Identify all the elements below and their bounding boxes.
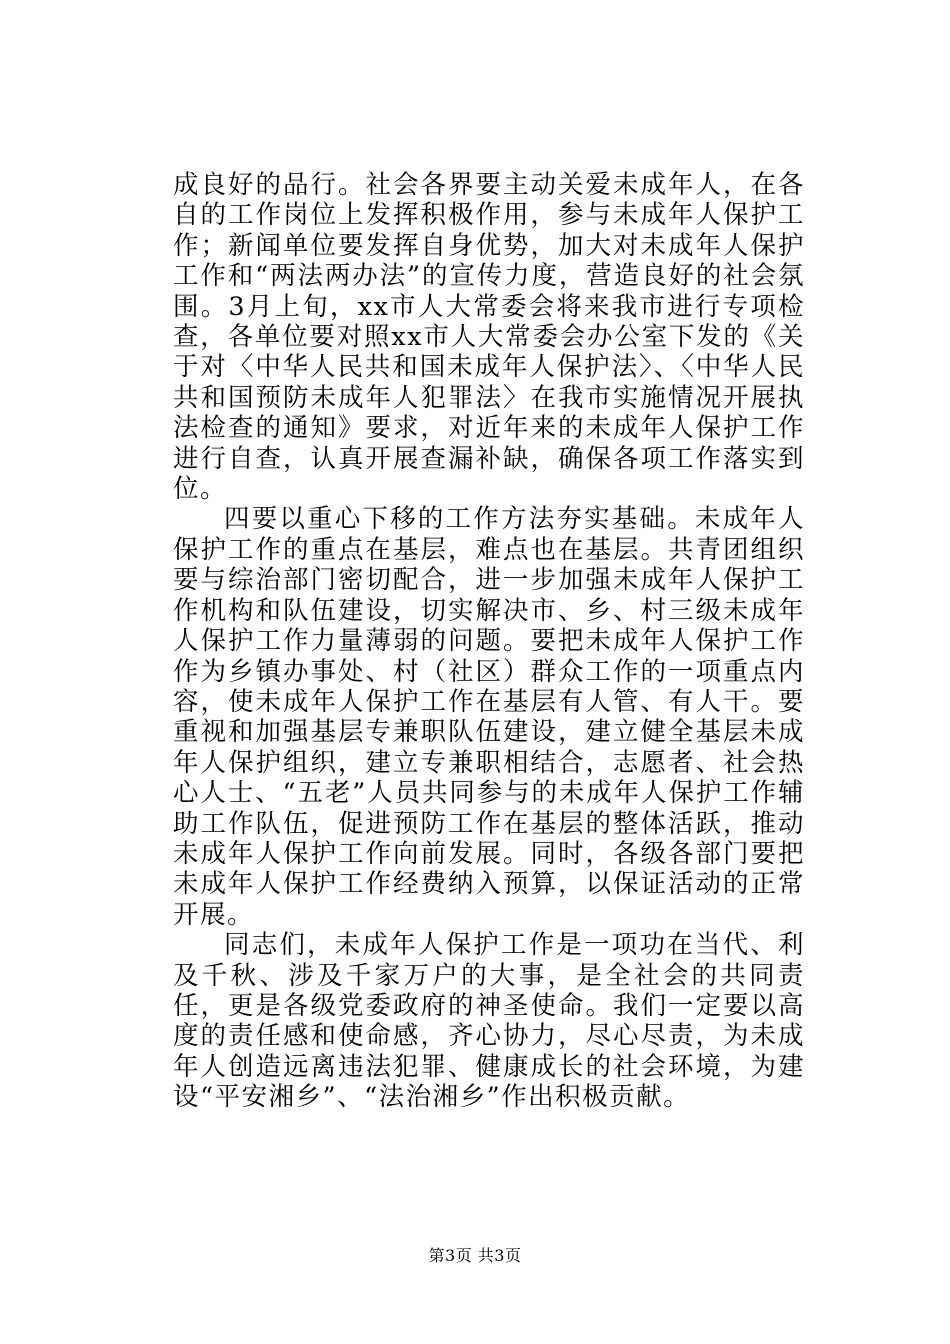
paragraph-closing: 同志们，未成年人保护工作是一项功在当代、利及千秋、涉及千家万户的大事，是全社会的共同责任，更是各级党委政府的神圣使命。我们一定要以高度的责任感和使命感，齐心协力，尽心尽责，为未成年人创造远离违法犯罪、健康成长的社会环境，为建设“平安湘乡”、“法治湘乡”作出积极贡献。 [173, 930, 805, 1113]
paragraph-continuation: 成良好的品行。社会各界要主动关爱未成年人，在各自的工作岗位上发挥积极作用，参与未成年人保护工作；新闻单位要发挥自身优势，加大对未成年人保护工作和“两法两办法”的宣传力度，营造良好的社会氛围。3月上旬，xx市人大常委会将来我市进行专项检查，各单位要对照xx市人大常委会办公室下发的《关于对〈中华人民共和国未成年人保护法〉、〈中华人民共和国预防未成年人犯罪法〉在我市实施情况开展执法检查的通知》要求，对近年来的未成年人保护工作进行自查，认真开展查漏补缺，确保各项工作落实到位。 [173, 170, 805, 505]
document-body [173, 170, 805, 1113]
page-footer: 第3页 共3页 [428, 1246, 522, 1265]
paragraph-point-four: 四要以重心下移的工作方法夯实基础。未成年人保护工作的重点在基层，难点也在基层。共青团组织要与综治部门密切配合，进一步加强未成年人保护工作机构和队伍建设，切实解决市、乡、村三级未成年人保护工作力量薄弱的问题。要把未成年人保护工作作为乡镇办事处、村（社区）群众工作的一项重点内容，使未成年人保护工作在基层有人管、有人干。要重视和加强基层专兼职队伍建设，建立健全基层未成年人保护组织，建立专兼职相结合，志愿者、社会热心人士、“五老”人员共同参与的未成年人保护工作辅助工作队伍，促进预防工作在基层的整体活跃，推动未成年人保护工作向前发展。同时，各级各部门要把未成年人保护工作经费纳入预算，以保证活动的正常开展。 [173, 504, 805, 930]
